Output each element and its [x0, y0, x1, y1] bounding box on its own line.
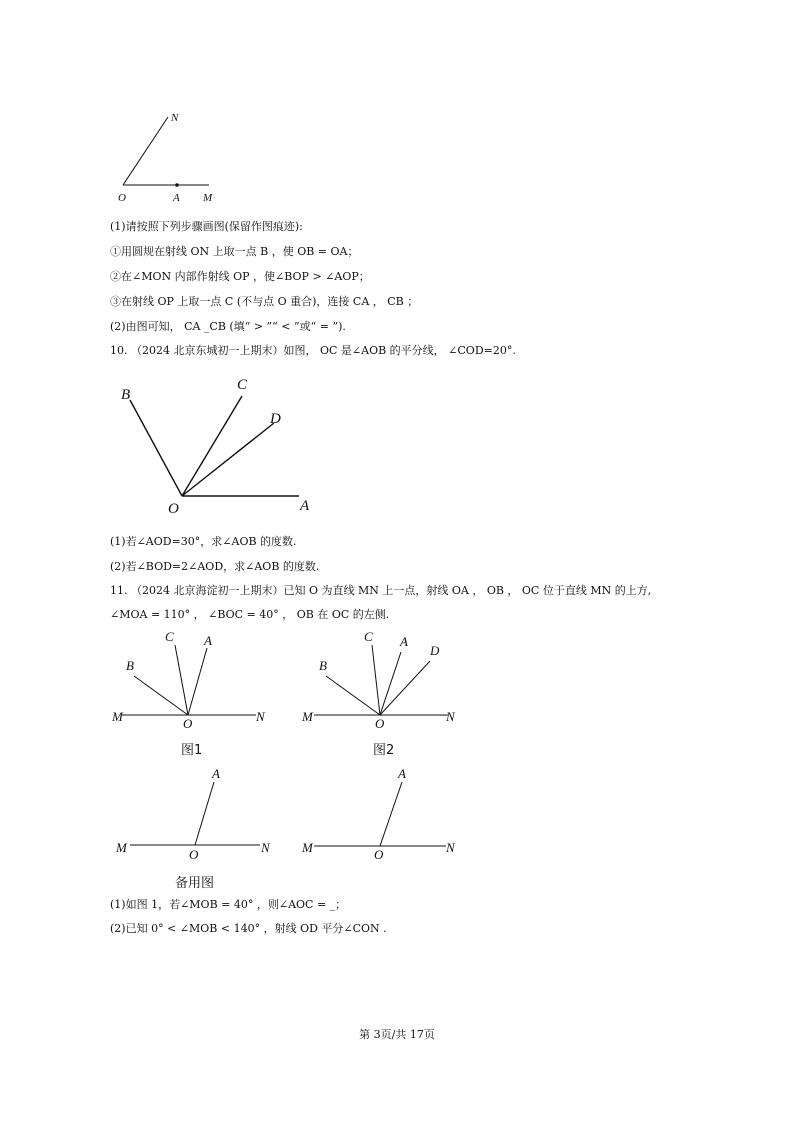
page-footer: 第 3页/共 17页: [359, 1028, 435, 1041]
label-d: D: [270, 411, 281, 427]
q9-part2: (2)由图可知， CA _CB (填“ > ”“ < ”或“ = ”).: [110, 320, 346, 333]
label-b: B: [121, 387, 131, 403]
q10-stem: 10. （2024 北京东城初一上期末）如图， OC 是∠AOB 的平分线， ∠COD=20°.: [110, 344, 516, 357]
label-m: M: [302, 840, 313, 855]
label-a: A: [204, 633, 212, 648]
q11-part2: (2)已知 0° < ∠MOB < 140° ，射线 OD 平分∠CON .: [110, 922, 387, 935]
figure-q10: [110, 372, 330, 522]
label-n: N: [171, 112, 179, 124]
label-a: A: [300, 498, 310, 514]
label-o: O: [118, 192, 126, 204]
label-m: M: [112, 709, 123, 724]
label-a: A: [400, 634, 408, 649]
label-b: B: [126, 658, 134, 673]
label-d: D: [430, 643, 440, 658]
label-c: C: [237, 377, 248, 393]
label-n: N: [446, 840, 455, 855]
fig2-caption: 图2: [373, 743, 395, 758]
q9-step1: ①用圆规在射线 ON 上取一点 B ，使 OB = OA；: [110, 245, 359, 258]
spare-caption: 备用图: [175, 876, 215, 891]
figure-q11-fig2: [300, 628, 470, 733]
label-o: O: [183, 716, 193, 731]
q10-part2: (2)若∠BOD=2∠AOD，求∠AOB 的度数.: [110, 560, 320, 573]
label-o: O: [374, 847, 384, 862]
label-n: N: [261, 840, 270, 855]
label-n: N: [446, 709, 455, 724]
label-c: C: [165, 629, 174, 644]
q9-step3: ③在射线 OP 上取一点 C (不与点 O 重合)，连接 CA ， CB ；: [110, 295, 419, 308]
q9-part1: (1)请按照下列步骤画图(保留作图痕迹):: [110, 220, 303, 233]
q9-step2: ②在∠MON 内部作射线 OP ，使∠BOP > ∠AOP；: [110, 270, 370, 283]
figure-q11-spare2: [300, 760, 470, 865]
q10-part1: (1)若∠AOD=30°，求∠AOB 的度数.: [110, 535, 297, 548]
label-m: M: [203, 192, 213, 204]
label-o: O: [168, 501, 179, 517]
figure-q11-fig1: [108, 628, 278, 733]
label-c: C: [364, 629, 373, 644]
label-b: B: [319, 658, 327, 673]
q11-stem2: ∠MOA = 110° ， ∠BOC = 40° ， OB 在 OC 的左侧.: [110, 608, 390, 621]
label-o: O: [375, 716, 385, 731]
label-n: N: [256, 709, 265, 724]
figure-angle-mon: [110, 108, 230, 208]
label-m: M: [116, 840, 127, 855]
q11-part1: (1)如图 1，若∠MOB = 40° ，则∠AOC = _；: [110, 898, 347, 911]
label-o: O: [189, 847, 199, 862]
label-a: A: [398, 766, 406, 781]
fig1-caption: 图1: [181, 743, 203, 758]
q11-stem1: 11. （2024 北京海淀初一上期末）已知 O 为直线 MN 上一点，射线 OA ， OB ， OC 位于直线 MN 的上方,: [110, 584, 652, 597]
label-m: M: [302, 709, 313, 724]
figure-q11-spare1: [108, 760, 278, 865]
label-a: A: [212, 766, 220, 781]
label-a: A: [173, 192, 180, 204]
